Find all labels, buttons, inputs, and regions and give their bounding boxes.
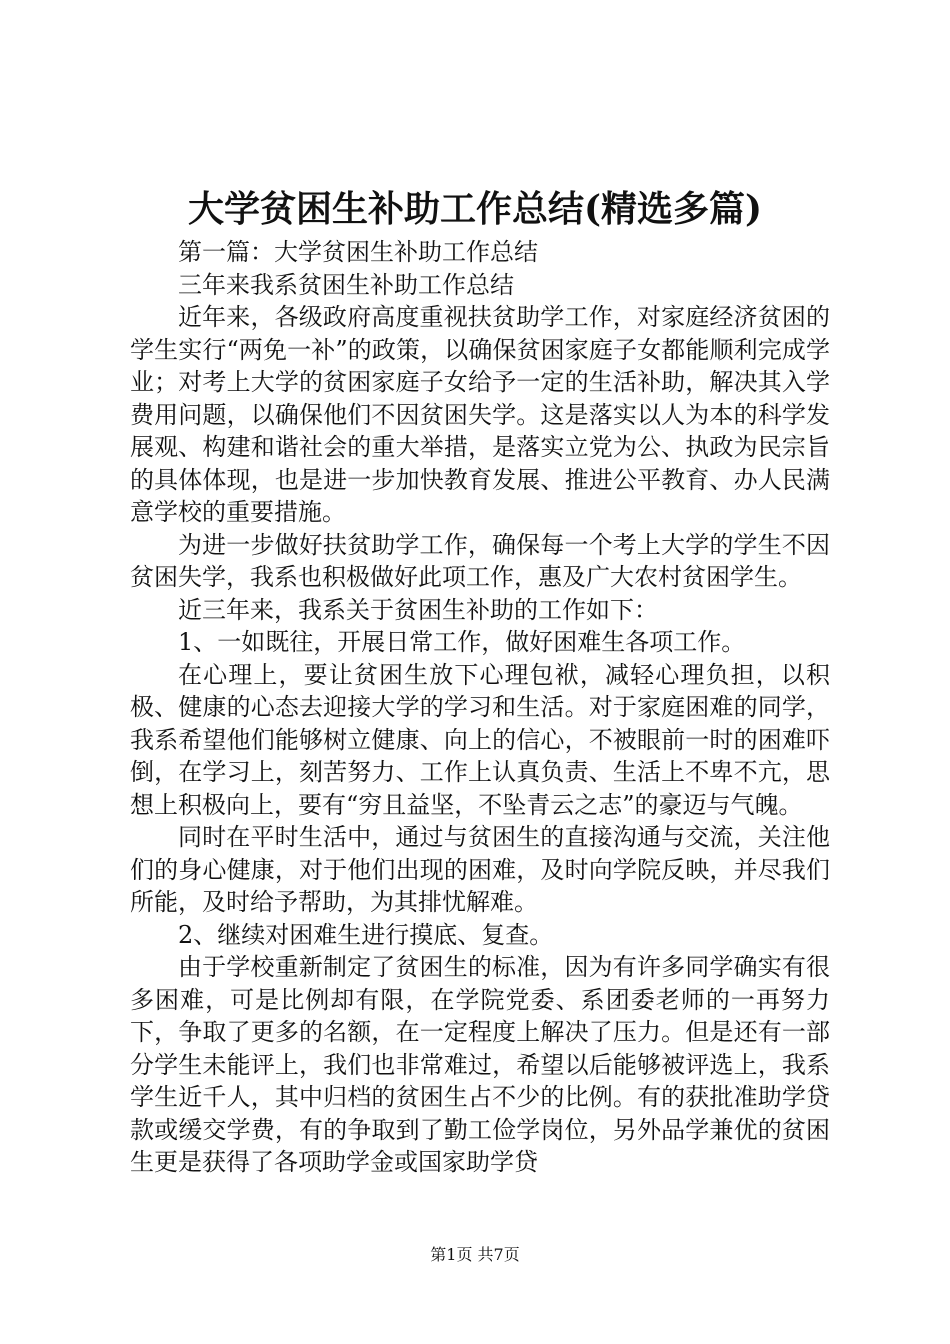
- paragraph: 近三年来，我系关于贫困生补助的工作如下：: [178, 595, 658, 624]
- paragraph: 2、继续对困难生进行摸底、复查。: [178, 920, 554, 949]
- paragraph: 同时在平时生活中，通过与贫困生的直接沟通与交流，关注他们的身心健康，对于他们出现的困难，及时向学院反映，并尽我们所能，及时给予帮助，为其排忧解难。: [130, 823, 830, 916]
- paragraph: 为进一步做好扶贫助学工作，确保每一个考上大学的学生不因贫困失学，我系也积极做好此项工作，惠及广大农村贫困学生。: [130, 530, 830, 591]
- document-body: [130, 236, 830, 1179]
- paragraph: 1、一如既往，开展日常工作，做好困难生各项工作。: [178, 628, 746, 656]
- paragraph: 在心理上，要让贫困生放下心理包袱，减轻心理负担，以积极、健康的心态去迎接大学的学习和生活。对于家庭困难的同学，我系希望他们能够树立健康、向上的信心，不被眼前一时的困难吓倒，在学习上，刻苦努力、工作上认真负责、生活上不卑不亢，思想上积极向上，要有“穷且益坚，不坠青云之志”的豪迈与气魄。: [130, 660, 830, 819]
- paragraph: 第一篇：大学贫困生补助工作总结: [178, 238, 538, 266]
- document-title: 大学贫困生补助工作总结(精选多篇): [187, 188, 763, 230]
- page-number: 第1页 共7页: [430, 1245, 520, 1264]
- paragraph: 近年来，各级政府高度重视扶贫助学工作，对家庭经济贫困的学生实行“两免一补”的政策，以确保贫困家庭子女都能顺利完成学业；对考上大学的贫困家庭子女给予一定的生活补助，解决其入学费用问题，以确保他们不因贫困失学。这是落实以人为本的科学发展观、构建和谐社会的重大举措，是落实立党为公、执政为民宗旨的具体体现，也是进一步加快教育发展、推进公平教育、办人民满意学校的重要措施。: [130, 303, 830, 526]
- paragraph: 由于学校重新制定了贫困生的标准，因为有许多同学确实有很多困难，可是比例却有限，在学院党委、系团委老师的一再努力下，争取了更多的名额，在一定程度上解决了压力。但是还有一部分学生未能评上，我们也非常难过，希望以后能够被评选上，我系学生近千人，其中归档的贫困生占不少的比例。有的获批准助学贷款或缓交学费，有的争取到了勤工俭学岗位，另外品学兼优的贫困生更是获得了各项助学金或国家助学贷: [130, 953, 830, 1176]
- paragraph: 三年来我系贫困生补助工作总结: [178, 270, 514, 299]
